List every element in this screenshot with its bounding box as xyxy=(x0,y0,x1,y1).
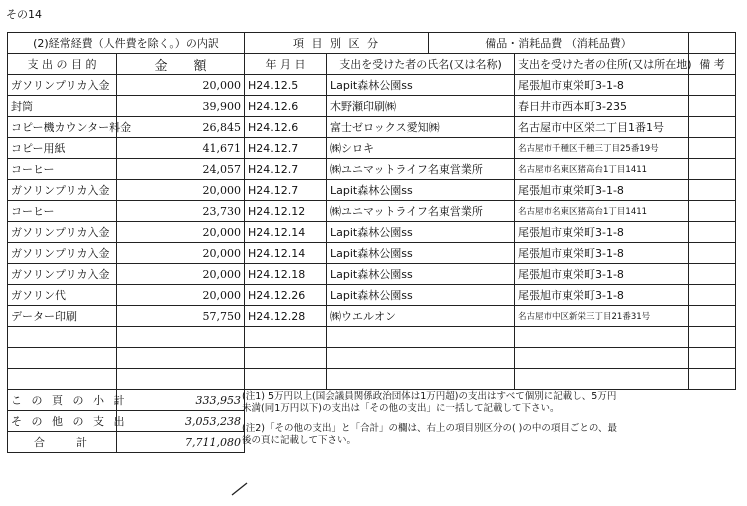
recipient-cell: Lapit森林公園ss xyxy=(327,180,515,201)
table-row xyxy=(8,264,736,285)
total-value: 7,711,080 xyxy=(117,432,245,453)
col-address: 支出を受けた者の住所(又は所在地) xyxy=(515,54,689,75)
empty-row xyxy=(8,369,736,390)
amount-cell: 20,000 xyxy=(117,75,245,96)
amount-cell: 26,845 xyxy=(117,117,245,138)
table-row xyxy=(8,159,736,180)
amount-cell: 20,000 xyxy=(117,264,245,285)
date-cell: H24.12.7 xyxy=(245,159,327,180)
recipient-cell: Lapit森林公園ss xyxy=(327,285,515,306)
address-cell: 名古屋市中区栄二丁目1番1号 xyxy=(515,117,689,138)
remarks-cell xyxy=(689,159,736,180)
amount-cell: 20,000 xyxy=(117,285,245,306)
recipient-cell: Lapit森林公園ss xyxy=(327,243,515,264)
table-row xyxy=(8,243,736,264)
recipient-cell: ㈱ユニマットライフ名東営業所 xyxy=(327,201,515,222)
remarks-cell xyxy=(689,75,736,96)
col-amount: 金 額 xyxy=(117,54,245,75)
remarks-cell xyxy=(689,243,736,264)
table-row xyxy=(8,138,736,159)
purpose-cell: ガソリンプリカ入金 xyxy=(8,243,117,264)
notes xyxy=(242,391,622,452)
purpose-cell: データー印刷 xyxy=(8,306,117,327)
category-label: 項 目 別 区 分 xyxy=(245,33,429,54)
amount-cell: 57,750 xyxy=(117,306,245,327)
address-cell: 尾張旭市東栄町3-1-8 xyxy=(515,180,689,201)
amount-cell: 23,730 xyxy=(117,201,245,222)
col-remarks: 備 考 xyxy=(689,54,736,75)
subtotal-value: 333,953 xyxy=(117,390,245,411)
empty-row xyxy=(8,348,736,369)
remarks-cell xyxy=(689,138,736,159)
empty-row xyxy=(8,327,736,348)
date-cell: H24.12.12 xyxy=(245,201,327,222)
table-row xyxy=(8,75,736,96)
recipient-cell: 木野瀬印刷㈱ xyxy=(327,96,515,117)
recipient-cell: ㈱ウエルオン xyxy=(327,306,515,327)
purpose-cell: ガソリンプリカ入金 xyxy=(8,264,117,285)
page-label: その14 xyxy=(6,8,42,21)
date-cell: H24.12.6 xyxy=(245,96,327,117)
amount-cell: 39,900 xyxy=(117,96,245,117)
purpose-cell: コーヒー xyxy=(8,159,117,180)
other-value: 3,053,238 xyxy=(117,411,245,432)
other-label: そ の 他 の 支 出 xyxy=(8,411,117,432)
amount-cell: 20,000 xyxy=(117,222,245,243)
recipient-cell: ㈱シロキ xyxy=(327,138,515,159)
purpose-cell: 封筒 xyxy=(8,96,117,117)
subtotal-label: こ の 頁 の 小 計 xyxy=(8,390,117,411)
date-cell: H24.12.14 xyxy=(245,243,327,264)
remarks-cell xyxy=(689,96,736,117)
recipient-cell: ㈱ユニマットライフ名東営業所 xyxy=(327,159,515,180)
category-value: 備品・消耗品費 （消耗品費） xyxy=(429,33,689,54)
recipient-cell: 富士ゼロックス愛知㈱ xyxy=(327,117,515,138)
remarks-cell xyxy=(689,306,736,327)
check-mark-icon xyxy=(230,480,250,498)
date-cell: H24.12.28 xyxy=(245,306,327,327)
amount-cell: 41,671 xyxy=(117,138,245,159)
address-cell: 尾張旭市東栄町3-1-8 xyxy=(515,264,689,285)
remarks-cell xyxy=(689,285,736,306)
table-row xyxy=(8,201,736,222)
table-row xyxy=(8,306,736,327)
date-cell: H24.12.5 xyxy=(245,75,327,96)
remarks-cell xyxy=(689,201,736,222)
purpose-cell: ガソリンプリカ入金 xyxy=(8,222,117,243)
date-cell: H24.12.18 xyxy=(245,264,327,285)
recipient-cell: Lapit森林公園ss xyxy=(327,264,515,285)
purpose-cell: ガソリンプリカ入金 xyxy=(8,180,117,201)
header-row-2 xyxy=(8,54,736,75)
col-purpose: 支 出 の 目 的 xyxy=(8,54,117,75)
purpose-cell: コピー機カウンター料金 xyxy=(8,117,117,138)
amount-cell: 20,000 xyxy=(117,180,245,201)
note-2: (注2)「その他の支出」と「合計」の欄は、右上の項目別区分の( )の中の項目ごとの、最後の頁に記載して下さい。 xyxy=(242,423,618,446)
address-cell: 尾張旭市東栄町3-1-8 xyxy=(515,222,689,243)
address-cell: 名古屋市千種区千種三丁目25番19号 xyxy=(515,138,689,159)
address-cell: 春日井市西本町3-235 xyxy=(515,96,689,117)
section-title: (2)経常経費（人件費を除く。）の内訳 xyxy=(8,33,245,54)
address-cell: 尾張旭市東栄町3-1-8 xyxy=(515,75,689,96)
remarks-cell xyxy=(689,222,736,243)
table-row xyxy=(8,117,736,138)
expense-table xyxy=(7,32,736,453)
remarks-cell xyxy=(689,117,736,138)
address-cell: 尾張旭市東栄町3-1-8 xyxy=(515,285,689,306)
total-label: 合 計 xyxy=(8,432,117,453)
table-row xyxy=(8,222,736,243)
remarks-cell xyxy=(689,264,736,285)
remarks-cell xyxy=(689,180,736,201)
col-date: 年 月 日 xyxy=(245,54,327,75)
recipient-cell: Lapit森林公園ss xyxy=(327,75,515,96)
address-cell: 名古屋市名東区猪高台1丁目1411 xyxy=(515,201,689,222)
date-cell: H24.12.14 xyxy=(245,222,327,243)
amount-cell: 24,057 xyxy=(117,159,245,180)
amount-cell: 20,000 xyxy=(117,243,245,264)
table-row xyxy=(8,96,736,117)
table-row xyxy=(8,180,736,201)
header-blank xyxy=(689,33,736,54)
purpose-cell: コーヒー xyxy=(8,201,117,222)
address-cell: 名古屋市名東区猪高台1丁目1411 xyxy=(515,159,689,180)
recipient-cell: Lapit森林公園ss xyxy=(327,222,515,243)
purpose-cell: ガソリンプリカ入金 xyxy=(8,75,117,96)
purpose-cell: コピー用紙 xyxy=(8,138,117,159)
address-cell: 尾張旭市東栄町3-1-8 xyxy=(515,243,689,264)
note-1: (注1) 5万円以上(国会議員関係政治団体は1万円超)の支出はすべて個別に記載し、5万円未満(同1万円以下)の支出は「その他の支出」に一括して記載して下さい。 xyxy=(242,391,617,414)
date-cell: H24.12.26 xyxy=(245,285,327,306)
date-cell: H24.12.6 xyxy=(245,117,327,138)
col-recipient: 支出を受けた者の氏名(又は名称) xyxy=(327,54,515,75)
header-row-1 xyxy=(8,33,736,54)
purpose-cell: ガソリン代 xyxy=(8,285,117,306)
date-cell: H24.12.7 xyxy=(245,180,327,201)
date-cell: H24.12.7 xyxy=(245,138,327,159)
table-row xyxy=(8,285,736,306)
address-cell: 名古屋市中区新栄三丁目21番31号 xyxy=(515,306,689,327)
